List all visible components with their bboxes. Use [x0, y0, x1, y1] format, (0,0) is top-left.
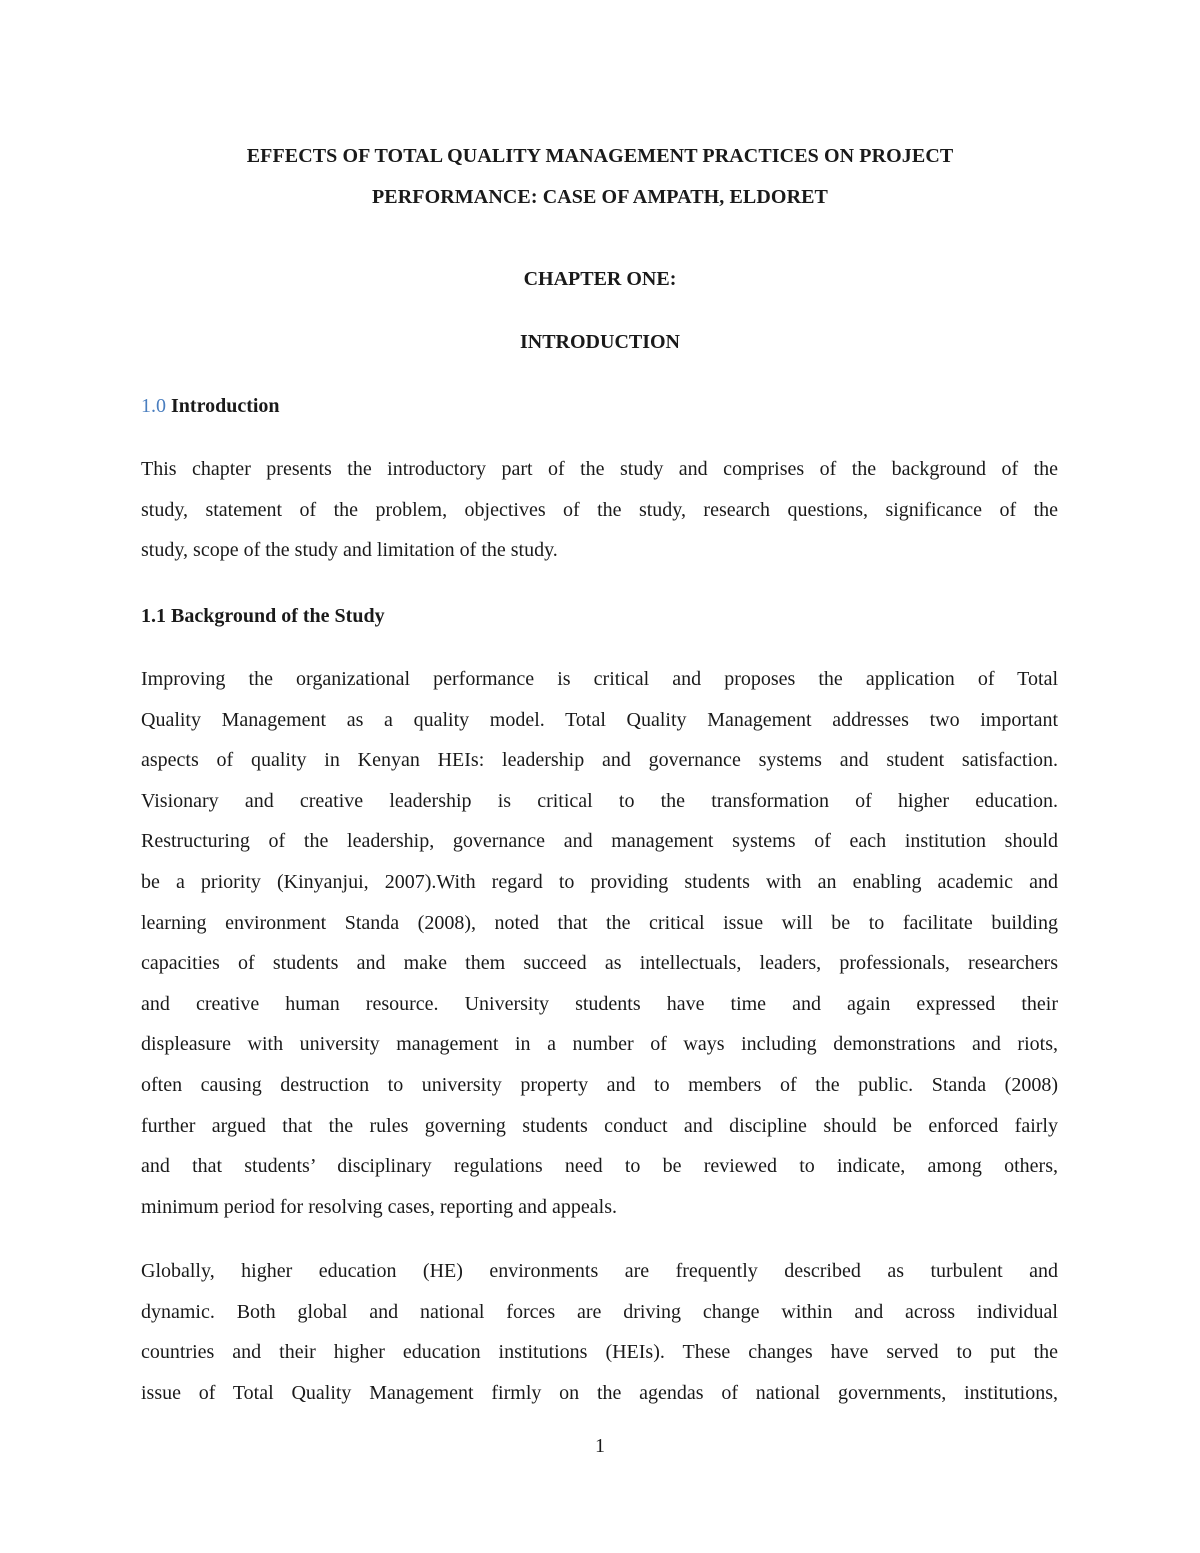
- paragraph-line: study, statement of the problem, objectives of the study, research questions, significance of the: [141, 498, 1058, 521]
- paragraph-line: Visionary and creative leadership is critical to the transformation of higher education.: [141, 789, 1058, 812]
- paragraph-line: capacities of students and make them succeed as intellectuals, leaders, professionals, researchers: [141, 952, 1058, 975]
- paragraph-line: be a priority (Kinyanjui, 2007).With regard to providing students with an enabling academic and: [141, 870, 1058, 893]
- section-title: Introduction: [171, 395, 280, 417]
- paragraph-line: and that students’ disciplinary regulations need to be reviewed to indicate, among others,: [141, 1155, 1058, 1178]
- paragraph-line: countries and their higher education institutions (HEIs). These changes have served to put the: [141, 1341, 1058, 1364]
- page-number: 1: [595, 1435, 605, 1457]
- section-title: Background of the Study: [171, 605, 385, 627]
- paragraph-line: This chapter presents the introductory part of the study and comprises of the background of the: [141, 458, 1058, 480]
- paragraph-line: learning environment Standa (2008), noted that the critical issue will be to facilitate building: [141, 911, 1058, 934]
- paragraph-line: Restructuring of the leadership, governance and management systems of each institution should: [141, 830, 1058, 853]
- paragraph-line: dynamic. Both global and national forces are driving change within and across individual: [141, 1300, 1058, 1323]
- section-number: 1.0: [141, 395, 166, 417]
- section-heading-1-1: [141, 604, 385, 628]
- paragraph-background-2: [141, 1251, 1058, 1413]
- paragraph-intro: [141, 449, 1058, 571]
- paragraph-line: minimum period for resolving cases, reporting and appeals.: [141, 1195, 617, 1218]
- paragraph-background-1: [141, 659, 1058, 1227]
- document-title-line-1: EFFECTS OF TOTAL QUALITY MANAGEMENT PRACTICES ON PROJECT: [246, 145, 954, 167]
- paragraph-line: displeasure with university management in a number of ways including demonstrations and riots,: [141, 1033, 1058, 1056]
- paragraph-line: Quality Management as a quality model. Total Quality Management addresses two important: [141, 708, 1058, 731]
- paragraph-line: study, scope of the study and limitation of the study.: [141, 539, 558, 562]
- section-heading-1-0: [141, 394, 280, 418]
- paragraph-line: Improving the organizational performance is critical and proposes the application of Total: [141, 668, 1058, 690]
- paragraph-line: issue of Total Quality Management firmly on the agendas of national governments, institutions,: [141, 1381, 1058, 1404]
- document-title-line-2: PERFORMANCE: CASE OF AMPATH, ELDORET: [371, 186, 828, 208]
- section-number: 1.1: [141, 605, 166, 627]
- paragraph-line: aspects of quality in Kenyan HEIs: leadership and governance systems and student satisfaction.: [141, 749, 1058, 772]
- chapter-label: CHAPTER ONE:: [523, 268, 677, 290]
- paragraph-line: often causing destruction to university property and to members of the public. Standa (2008): [141, 1073, 1058, 1096]
- chapter-title: INTRODUCTION: [519, 331, 681, 353]
- paragraph-line: further argued that the rules governing students conduct and discipline should be enforced fairly: [141, 1114, 1058, 1137]
- paragraph-line: and creative human resource. University students have time and again expressed their: [141, 992, 1058, 1015]
- paragraph-line: Globally, higher education (HE) environments are frequently described as turbulent and: [141, 1260, 1058, 1282]
